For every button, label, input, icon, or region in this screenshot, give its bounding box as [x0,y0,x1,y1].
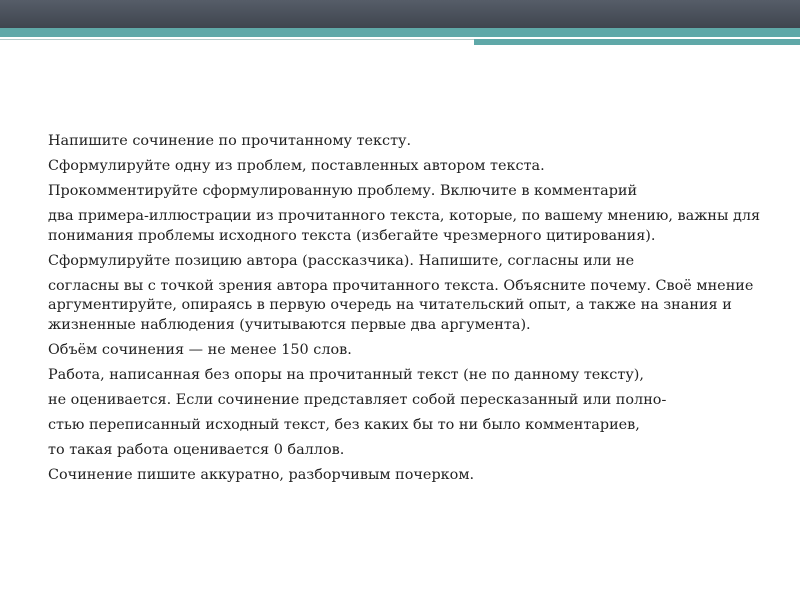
paragraph: согласны вы с точкой зрения автора прочитанного текста. Объясните почему. Своё мнение аргументируйте, опираясь в первую очередь на читательский опыт, а также на знания и жизненные наблюдения (учитываются первые два аргумента). [48,277,754,333]
paragraph: Прокомментируйте сформулированную проблему. Включите в комментарий [48,183,638,199]
header-accent-block [474,39,800,45]
paragraph: не оценивается. Если сочинение представляет собой пересказанный или полно- [48,391,667,408]
paragraph: Сформулируйте одну из проблем, поставленных автором текста. [48,158,545,174]
header-accent-stripe [0,28,800,37]
slide-text-body [48,132,768,491]
paragraph: Напишите сочинение по прочитанному тексту. [48,133,412,149]
paragraph: Объём сочинения — не менее 150 слов. [48,341,352,358]
paragraph: стью переписанный исходный текст, без каких бы то ни было комментариев, [48,416,640,433]
paragraph: Сочинение пишите аккуратно, разборчивым почерком. [48,466,475,483]
paragraph: Сформулируйте позицию автора (рассказчика). Напишите, согласны или не [48,252,635,269]
paragraph: то такая работа оценивается 0 баллов. [48,441,345,458]
paragraph: Работа, написанная без опоры на прочитанный текст (не по данному тексту), [48,366,644,383]
paragraph: два примера-иллюстрации из прочитанного текста, которые, по вашему мнению, важны для понимания проблемы исходного текста (избегайте чрезмерного цитирования). [48,208,761,244]
header-bar [0,0,800,28]
